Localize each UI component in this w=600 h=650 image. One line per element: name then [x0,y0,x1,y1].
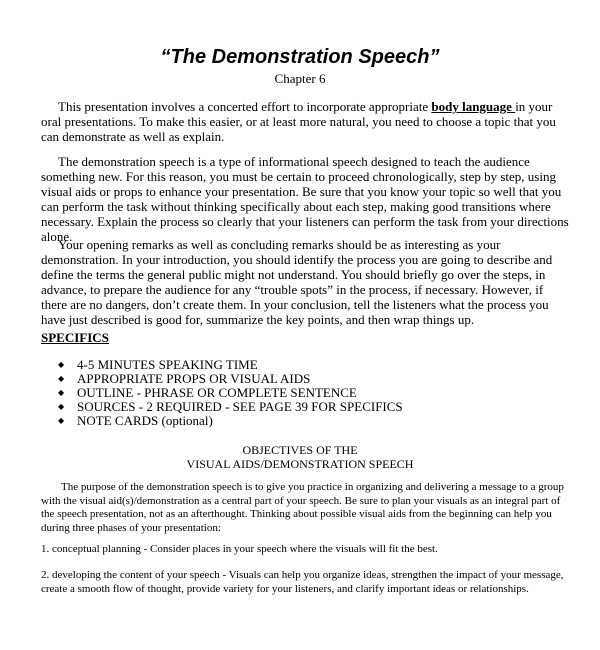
intro-paragraph [41,99,571,144]
body-language-term: body language [431,99,516,114]
specifics-heading: SPECIFICS [41,330,109,345]
document-title: “The Demonstration Speech” [160,46,440,68]
objectives-heading-line1: OBJECTIVES OF THE [242,443,358,457]
specifics-list [57,358,403,428]
purpose-paragraph: The purpose of the demonstration speech is to give you practice in organizing and delivering a message to a group with the visual aid(s)/demonstration as a central part of your speech. Be sure to plan your visuals as an integral part of the speech presentation, not as an afterthought. Thinking about possible visual aids from the beginning can help you during three phases of your presentation: [41,481,564,534]
intro-text-before: This presentation involves a concerted effort to incorporate appropriate [58,99,432,114]
chapter-label: Chapter 6 [274,71,326,86]
remarks-paragraph: Your opening remarks as well as concluding remarks should be as interesting as your demonstration. In your introduction, you should identify the process you are going to describe and define the terms the general public might not understand. You should briefly go over the steps, in advance, to prepare the audience for any “trouble spots” in the process, if necessary. However, if there are no dangers, don’t create them. In your conclusion, tell the listeners what the process you have just described is good for, summarize the key points, and then wrap things up. [41,237,553,327]
phase-conceptual-planning: 1. conceptual planning - Consider places in your speech where the visuals will fit the best. [41,543,438,555]
list-item: ◆ 4-5 MINUTES SPEAKING TIME [57,358,403,372]
list-item: ◆ APPROPRIATE PROPS OR VISUAL AIDS [57,372,403,386]
phase-developing-content: 2. developing the content of your speech - Visuals can help you organize ideas, strengthen the impact of your message, create a smooth flow of thought, provide variety for your listeners, and clarify important ideas or relationships. [41,569,564,595]
list-item: ◆ SOURCES - 2 REQUIRED - SEE PAGE 39 FOR SPECIFICS [57,400,403,414]
intro-text-after: in your oral presentations. To make this easier, or at least more natural, you need to choose a topic that you can demonstrate as well as explain. [41,99,556,144]
list-item: ◆ OUTLINE - PHRASE OR COMPLETE SENTENCE [57,386,403,400]
definition-paragraph: The demonstration speech is a type of informational speech designed to teach the audience something new. For this reason, you must be certain to proceed chronologically, step by step, using visual aids or props to enhance your presentation. Be sure that you know your topic so well that you can perform the task without thinking specifically about each step, making good transitions where necessary. Explain the process so clearly that your listeners can perform the task from your directions alone. [41,154,569,244]
list-item: ◆ NOTE CARDS (optional) [57,414,403,428]
objectives-heading-line2: VISUAL AIDS/DEMONSTRATION SPEECH [186,457,414,471]
